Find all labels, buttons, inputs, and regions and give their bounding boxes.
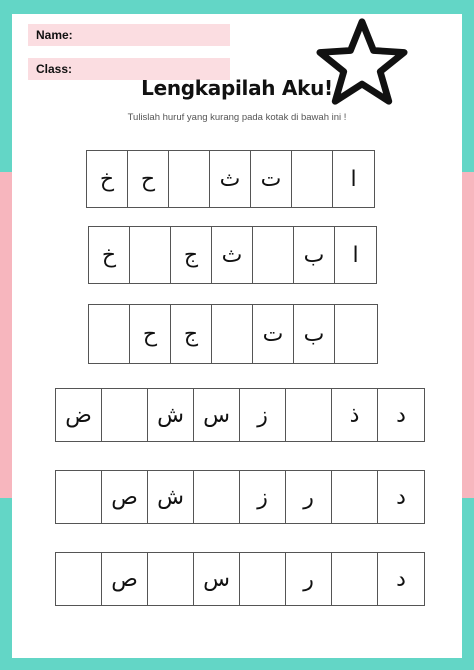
letter-box[interactable]: ث — [212, 227, 253, 283]
letter-box[interactable]: ب — [294, 305, 335, 363]
letter-box[interactable] — [56, 553, 102, 605]
letter-box[interactable] — [253, 227, 294, 283]
letter-box[interactable] — [89, 305, 130, 363]
letter-box[interactable]: ز — [240, 389, 286, 441]
page-title: Lengkapilah Aku! — [141, 76, 333, 100]
letter-box[interactable]: ا — [352, 242, 359, 268]
letter-box[interactable]: ث — [210, 151, 251, 207]
letter-box[interactable]: د — [396, 566, 406, 592]
letter-box[interactable] — [292, 151, 333, 207]
letter-box[interactable] — [332, 553, 378, 605]
letter-box[interactable]: ا — [350, 166, 357, 192]
letter-box[interactable]: ح — [130, 305, 171, 363]
letter-box[interactable]: ب — [294, 227, 335, 283]
letter-box[interactable]: ش — [148, 389, 194, 441]
letter-box[interactable] — [102, 389, 148, 441]
letter-box[interactable]: ص — [102, 553, 148, 605]
letter-row-6 — [55, 552, 425, 606]
instruction-text: Tulislah huruf yang kurang pada kotak di bawah ini ! — [127, 112, 347, 123]
letter-box[interactable]: ز — [240, 471, 286, 523]
letter-box[interactable] — [148, 553, 194, 605]
letter-box[interactable]: ذ — [332, 389, 378, 441]
letter-box[interactable]: س — [194, 553, 240, 605]
letter-box[interactable]: ج — [171, 305, 212, 363]
letter-box[interactable] — [332, 471, 378, 523]
letter-box[interactable]: ر — [286, 553, 332, 605]
letter-box[interactable]: ت — [253, 305, 294, 363]
letter-box[interactable]: ح — [128, 151, 169, 207]
letter-box[interactable] — [194, 471, 240, 523]
letter-row-4 — [55, 388, 425, 442]
letter-box[interactable]: د — [396, 484, 406, 510]
letter-box[interactable]: ش — [148, 471, 194, 523]
letter-box[interactable] — [130, 227, 171, 283]
letter-box[interactable] — [169, 151, 210, 207]
name-label: Name: — [36, 28, 73, 42]
letter-box[interactable]: ص — [102, 471, 148, 523]
letter-box[interactable]: خ — [87, 151, 128, 207]
letter-box[interactable] — [286, 389, 332, 441]
letter-box[interactable] — [212, 305, 253, 363]
name-field[interactable] — [28, 24, 230, 46]
letter-box[interactable]: خ — [89, 227, 130, 283]
letter-box[interactable] — [335, 305, 377, 363]
letter-row-2 — [88, 226, 377, 284]
letter-row-5 — [55, 470, 425, 524]
letter-box[interactable]: د — [396, 402, 406, 428]
letter-box[interactable] — [240, 553, 286, 605]
letter-box[interactable]: ض — [56, 389, 102, 441]
letter-box[interactable]: ر — [286, 471, 332, 523]
letter-row-3 — [88, 304, 378, 364]
letter-row-1 — [86, 150, 375, 208]
letter-box[interactable]: ج — [171, 227, 212, 283]
letter-box[interactable]: ت — [251, 151, 292, 207]
letter-box[interactable] — [56, 471, 102, 523]
letter-box[interactable]: س — [194, 389, 240, 441]
class-label: Class: — [36, 62, 73, 76]
